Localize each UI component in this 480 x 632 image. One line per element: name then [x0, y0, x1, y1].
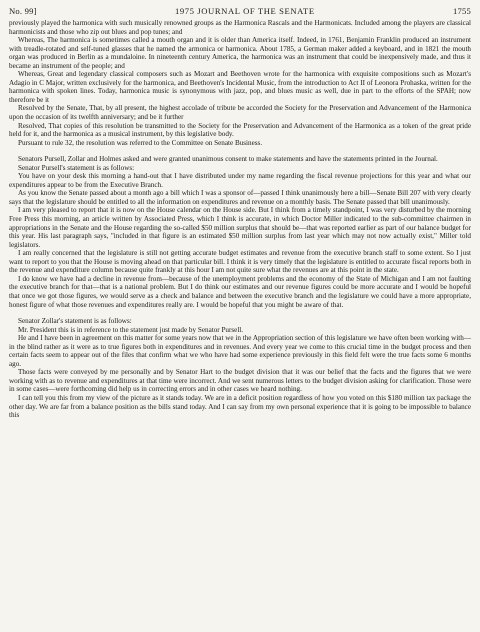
page-header	[9, 6, 471, 16]
journal-body	[9, 19, 471, 420]
paragraph: I am very pleased to report that it is now on the House calendar on the House side. But I think from a timely standpoint, I was very disturbed by the morning Free Press this morning, an article written by Associated Press, which I think is accurate, in which Doctor Miller indicated to the sub-committee chairmen in appropriations in the Senate and the House regarding the so-called $50 million surplus that should be—that was reported earlier as part of our balance budget for this year. His last paragraph says, "included in that figure is an estimated $50 million surplus from last year which may not now actually exist," Miller told legislators.	[9, 206, 471, 249]
paragraph: Senator Zollar's statement is as follows:	[18, 317, 132, 326]
paragraph: Resolved, That copies of this resolution be transmitted to the Society for the Preservation and Advancement of the Harmonica as a token of the great pride held for it, and the harmonica as a musical instrument, by this legislative body.	[9, 121, 471, 139]
paragraph: Those facts were conveyed by me personally and by Senator Hart to the budget division that it was our belief that the facts and the figures that we were working with as to revenue and expenditures at that time were incorrect. And we sent numerous letters to the budget division asking for clarification. Those were in some cases—were forthcoming did help us in correcting errors and in other cases we heard nothing.	[9, 368, 471, 394]
journal-title: 1975 JOURNAL OF THE SENATE	[174, 6, 315, 16]
paragraph: Senator Pursell's statement is as follows:	[18, 163, 135, 172]
paragraph: As you know the Senate passed about a month ago a bill which I was a sponsor of—passed I think unanimously here a bill—Senate Bill 207 with very clearly says that the legislature should be entitled to all the information on expenditures and revenue on a monthly basis. The Senate passed that bill unanimously.	[9, 189, 471, 206]
paragraph: I can tell you this from my view of the picture as it stands today. We are in a deficit position regardless of how you voted on this $180 million tax package the other day. We are far from a balance position as the bills stand today. And I can say from my own personal experience that it is going to be impossible to balance this	[9, 393, 471, 420]
paragraph: Resolved by the Senate, That, by all present, the highest accolade of tribute be accorded the Society for the Preservation and Advancement of the Harmonica upon the occasion of its twelfth anniversary; and be it further	[9, 104, 471, 122]
paragraph: I do know we have had a decline in revenue from—because of the unemployment problems and the economy of the State of Michigan and I am not faulting the executive branch for that—that is a national problem. But I do think our estimates and our revenue figures could be more accurate and I would be hopeful that once we got those figures, we would serve as a check and balance and between the executive branch and the legislature we could have a more appropriate, honest figure of what those revenues and expenditures really are. I would be hopeful that you might be aware of that.	[9, 274, 471, 309]
page-number: 1755	[452, 6, 471, 16]
paragraph: Whereas, The harmonica is sometimes called a mouth organ and it is older than America itself. Indeed, in 1761, Benjamin Franklin produced an instrument with treadle-rotated and self-tuned glasses that he named the armonica or harmonica. About 1785, a German maker added a keyboard, and in 1821 the mouth organ was produced in Berlin as a mundaloine. In nineteenth century America, the harmonica was an instrument that could be inexpensively made, and thus it became an instrument of the people; and	[9, 36, 471, 70]
paragraph: You have on your desk this morning a hand-out that I have distributed under my name regarding the fiscal revenue projections for this year and what our expenditures appear to be from the Executive Branch.	[9, 172, 471, 189]
paragraph: I am really concerned that the legislature is still not getting accurate budget estimates and revenue from the executive branch staff to some extent. So I just want to report to you that the House is moving ahead on that particular bill. I think it is very timely that the legislature is entitled to accurate fiscal reports both in the revenue and expenditure column because quite frankly at this hour I am not quite sure what the revenues are at this point in the state.	[9, 249, 471, 275]
paragraph: previously played the harmonica with such musically renowned groups as the Harmonica Rascals and the Harmonicats. Included among the players are classical harmonicists and those who zip out blues and pop tunes; and	[9, 19, 471, 36]
paragraph: Pursuant to rule 32, the resolution was referred to the Committee on Senate Business.	[18, 138, 263, 147]
paragraph: Whereas, Great and legendary classical composers such as Mozart and Beethoven wrote for the harmonica with exquisite compositions such as Mozart's Adagio in C Major, written exclusively for the harmonica, and Beethoven's Incidental Music, from the introduction to Act II of Leonora Prohaska, written for the harmonica with spoken lines. Today, harmonica music is synonymous with jazz, pop, and blues music as well, due in part to the efforts of the SPAH; now therefore be it	[9, 70, 471, 104]
paragraph: He and I have been in agreement on this matter for some years now that we in the Appropriation section of this legislature we have often been working with—in the blind rather as it were as to true figures both in expenditures and in revenues. And every year we come to this crucial time in the budget process and then certain facts seem to appear out of the files that confirm what we who have had some experience previously in this field felt were the true facts some 6 months ago.	[9, 334, 471, 368]
issue-number: No. 99]	[9, 6, 37, 16]
paragraph: Mr. President this is in reference to the statement just made by Senator Pursell.	[18, 325, 244, 334]
paragraph: Senators Pursell, Zollar and Holmes asked and were granted unanimous consent to make statements and have the statements printed in the Journal.	[18, 155, 438, 164]
